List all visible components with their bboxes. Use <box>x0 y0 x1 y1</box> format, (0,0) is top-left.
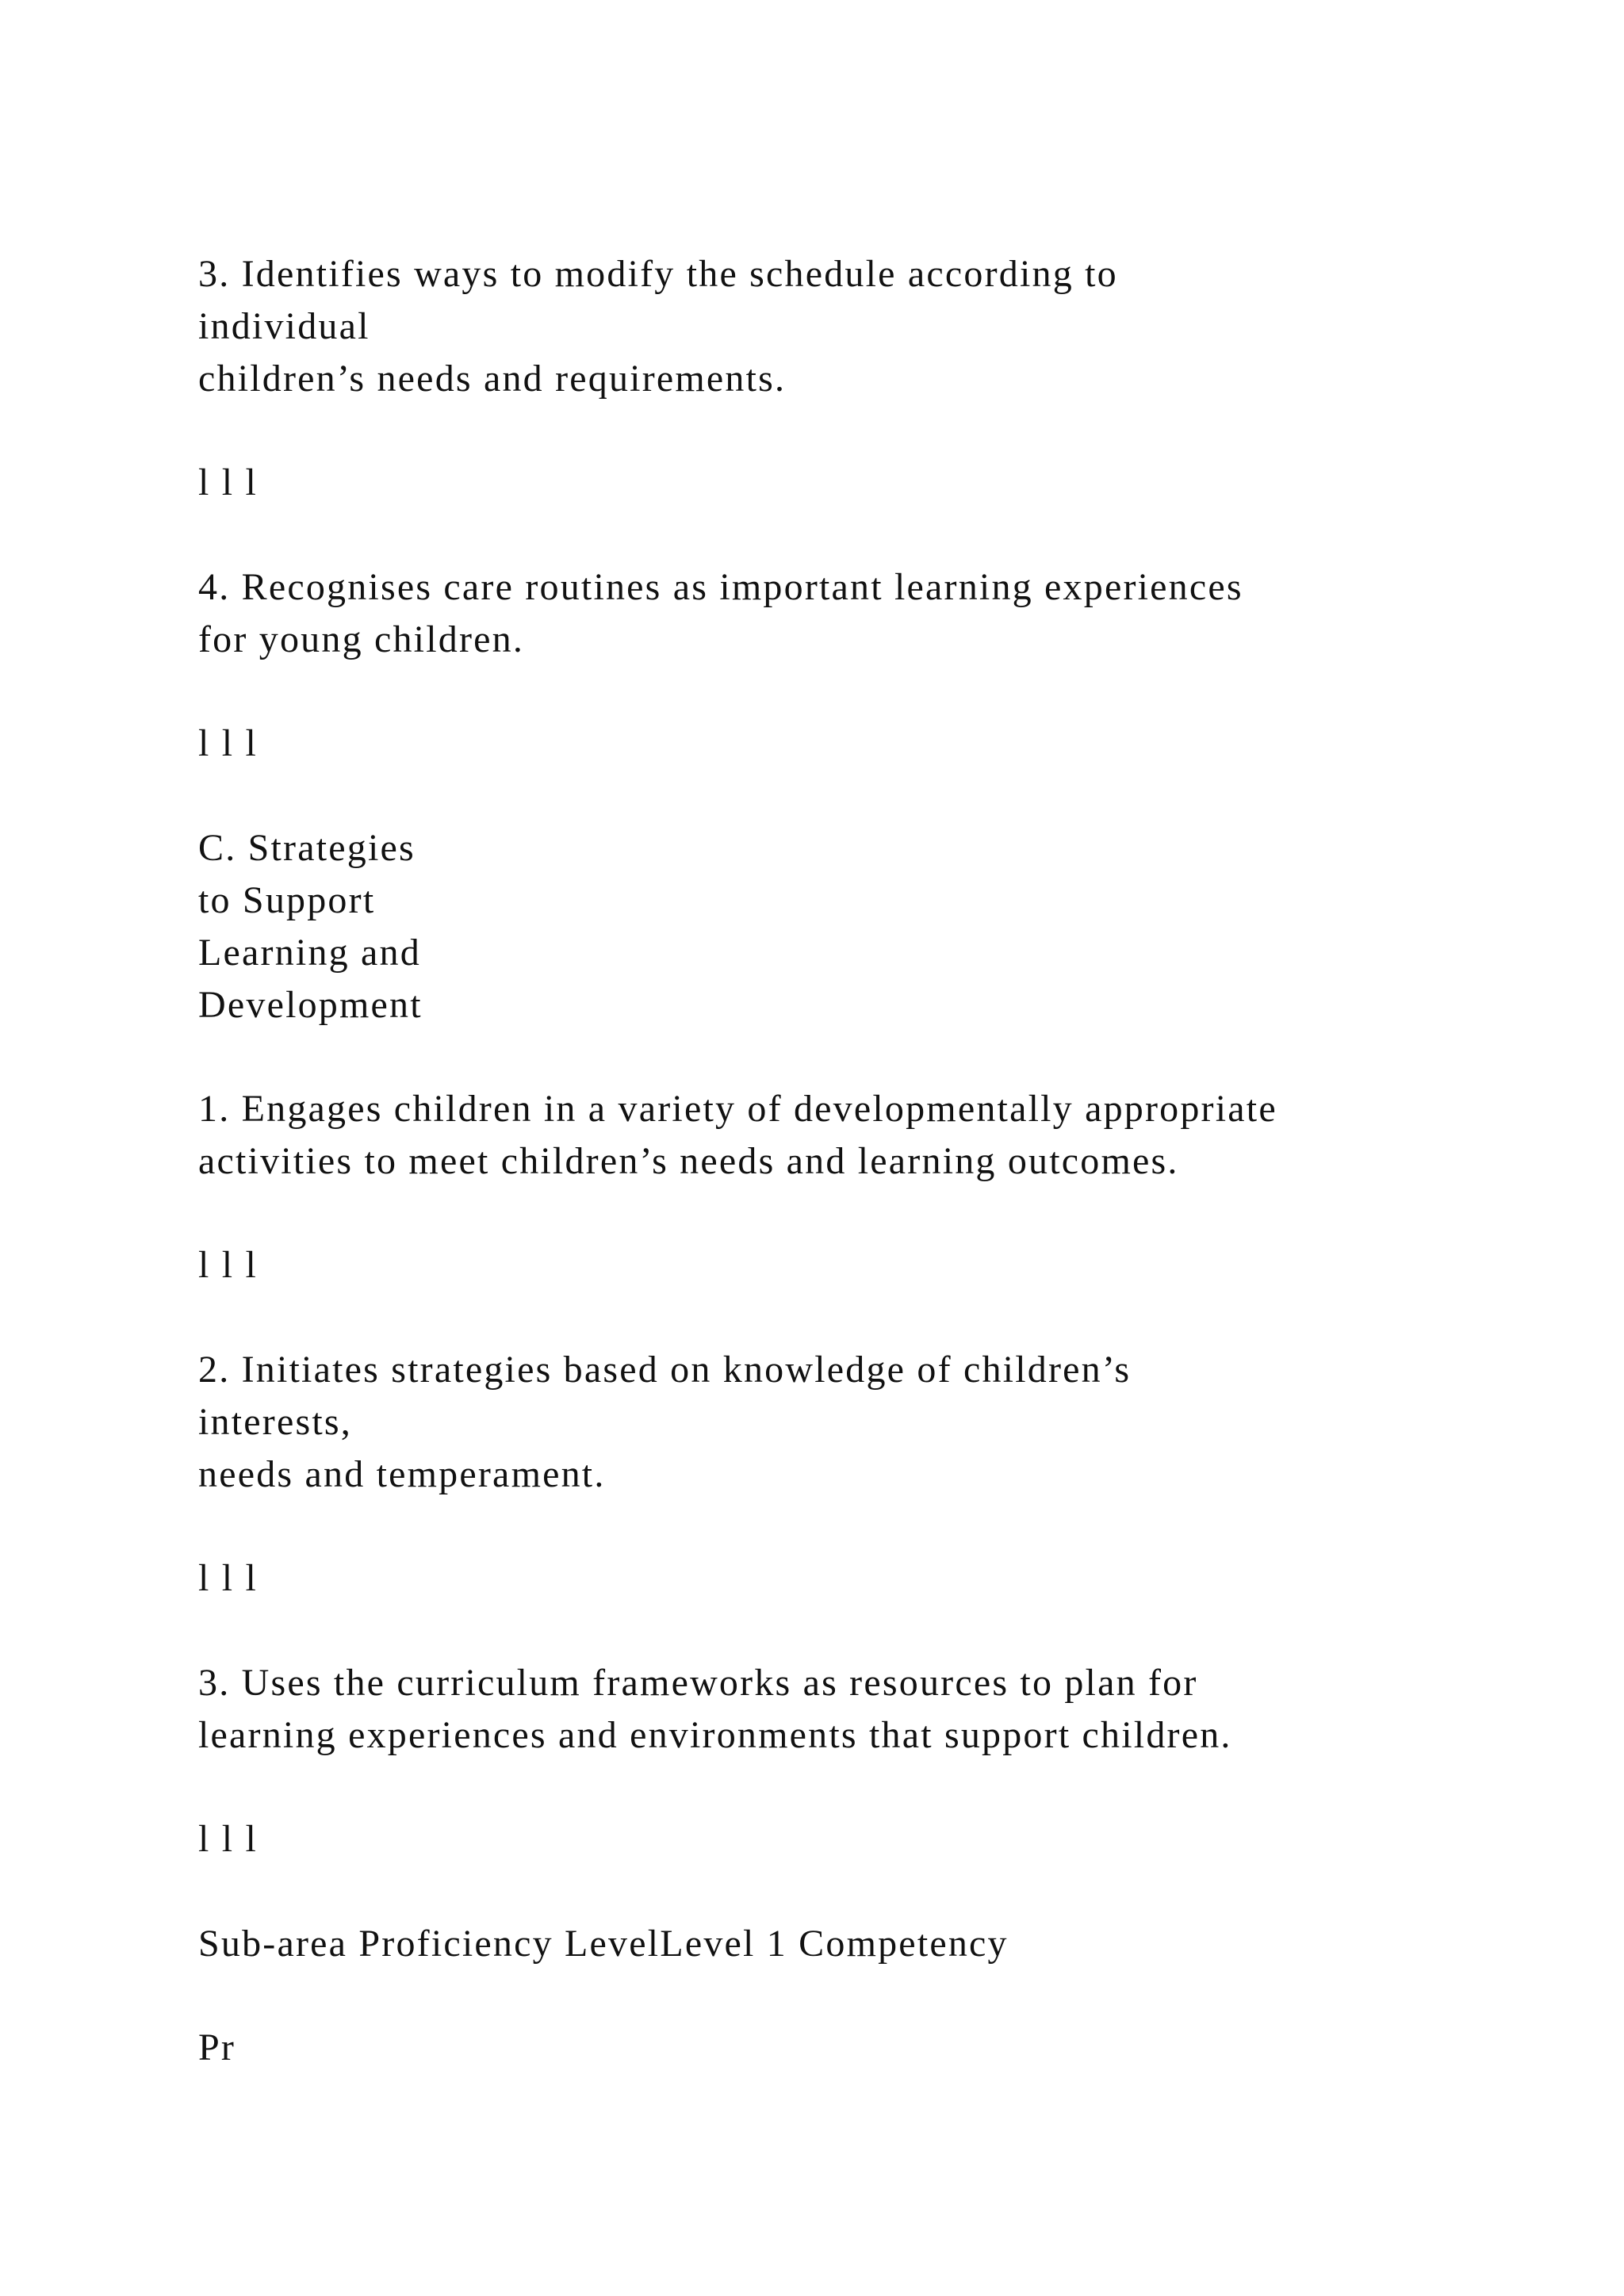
text-line: 3. Uses the curriculum frameworks as resources to plan for <box>198 1662 1198 1704</box>
competency-item-c3 <box>198 1657 1546 1762</box>
competency-item-c2 <box>198 1344 1546 1501</box>
rating-marks: l l l <box>198 1557 259 1599</box>
section-c-heading <box>198 822 1546 1031</box>
rating-marks: l l l <box>198 722 259 764</box>
text-line: Pr <box>198 2026 236 2068</box>
competency-item-c1 <box>198 1083 1546 1188</box>
text-line: Sub-area Proficiency LevelLevel 1 Competency <box>198 1923 1009 1965</box>
heading-line: Learning and <box>198 932 421 974</box>
rating-marks-c2 <box>198 1552 1546 1605</box>
heading-line: to Support <box>198 879 376 921</box>
rating-marks-b4 <box>198 718 1546 770</box>
text-line: learning experiences and environments that support children. <box>198 1714 1232 1756</box>
text-line: 4. Recognises care routines as important learning experiences <box>198 566 1243 608</box>
text-line: 1. Engages children in a variety of developmentally appropriate <box>198 1088 1277 1130</box>
heading-line: Development <box>198 984 423 1026</box>
text-line: 2. Initiates strategies based on knowledge of children’s <box>198 1349 1132 1391</box>
rating-marks: l l l <box>198 461 259 503</box>
rating-marks-c1 <box>198 1239 1546 1292</box>
heading-line: C. Strategies <box>198 827 416 869</box>
competency-item-b4 <box>198 561 1546 666</box>
competency-item-b3 <box>198 248 1546 405</box>
text-line: needs and temperament. <box>198 1453 606 1495</box>
rating-marks: l l l <box>198 1818 259 1860</box>
text-line: for young children. <box>198 618 525 660</box>
table-header-text <box>198 1918 1546 1970</box>
rating-marks: l l l <box>198 1244 259 1286</box>
text-line: individual <box>198 305 370 347</box>
text-line: 3. Identifies ways to modify the schedule according to <box>198 253 1118 295</box>
text-line: interests, <box>198 1401 352 1443</box>
rating-marks-b3 <box>198 457 1546 509</box>
trailing-fragment <box>198 2022 1546 2074</box>
text-line: activities to meet children’s needs and learning outcomes. <box>198 1140 1179 1182</box>
text-line: children’s needs and requirements. <box>198 358 787 400</box>
rating-marks-c3 <box>198 1813 1546 1866</box>
